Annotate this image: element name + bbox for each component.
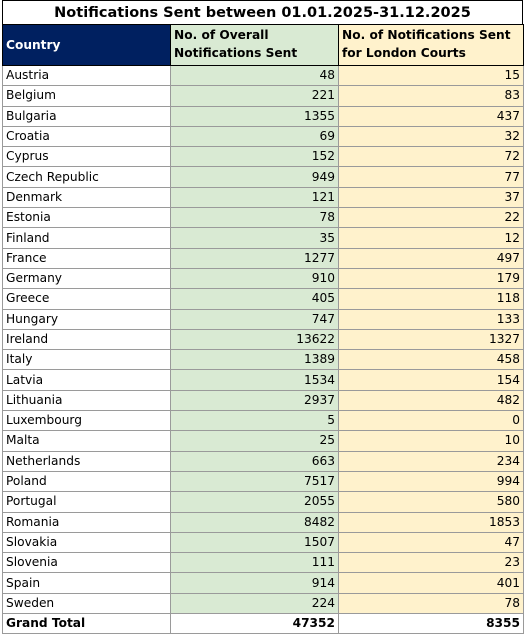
- country-cell: Czech Republic: [3, 167, 171, 187]
- table-row: [3, 268, 524, 288]
- country-cell: Luxembourg: [3, 411, 171, 431]
- overall-count-cell: 2055: [171, 492, 339, 512]
- header-row: [3, 25, 524, 66]
- overall-count-cell: 1507: [171, 532, 339, 552]
- table-row: [3, 431, 524, 451]
- table-row: [3, 553, 524, 573]
- table-row: [3, 106, 524, 126]
- overall-count-cell: 152: [171, 147, 339, 167]
- overall-count-cell: 1534: [171, 370, 339, 390]
- table-body: [3, 66, 524, 634]
- table-row: [3, 86, 524, 106]
- london-count-cell: 994: [339, 471, 524, 491]
- overall-count-cell: 2937: [171, 390, 339, 410]
- london-count-cell: 1327: [339, 329, 524, 349]
- london-count-cell: 12: [339, 228, 524, 248]
- table-row: [3, 126, 524, 146]
- notifications-table-container: [2, 0, 523, 634]
- country-cell: Bulgaria: [3, 106, 171, 126]
- country-cell: Croatia: [3, 126, 171, 146]
- overall-count-cell: 224: [171, 593, 339, 613]
- grand-total-label: Grand Total: [3, 614, 171, 634]
- country-cell: Estonia: [3, 208, 171, 228]
- header-country: Country: [3, 25, 171, 66]
- overall-count-cell: 910: [171, 268, 339, 288]
- country-cell: Italy: [3, 350, 171, 370]
- country-cell: Belgium: [3, 86, 171, 106]
- london-count-cell: 32: [339, 126, 524, 146]
- london-count-cell: 15: [339, 66, 524, 86]
- table-row: [3, 471, 524, 491]
- country-cell: Slovenia: [3, 553, 171, 573]
- country-cell: Finland: [3, 228, 171, 248]
- overall-count-cell: 1355: [171, 106, 339, 126]
- london-count-cell: 179: [339, 268, 524, 288]
- overall-count-cell: 949: [171, 167, 339, 187]
- country-cell: Germany: [3, 268, 171, 288]
- london-count-cell: 1853: [339, 512, 524, 532]
- overall-count-cell: 25: [171, 431, 339, 451]
- country-cell: Spain: [3, 573, 171, 593]
- london-count-cell: 154: [339, 370, 524, 390]
- table-row: [3, 532, 524, 552]
- table-row: [3, 370, 524, 390]
- table-row: [3, 208, 524, 228]
- grand-total-row: [3, 614, 524, 634]
- london-count-cell: 72: [339, 147, 524, 167]
- country-cell: Hungary: [3, 309, 171, 329]
- overall-count-cell: 405: [171, 289, 339, 309]
- overall-count-cell: 35: [171, 228, 339, 248]
- table-row: [3, 147, 524, 167]
- table-row: [3, 329, 524, 349]
- london-count-cell: 234: [339, 451, 524, 471]
- grand-total-london: 8355: [339, 614, 524, 634]
- overall-count-cell: 663: [171, 451, 339, 471]
- table-row: [3, 66, 524, 86]
- overall-count-cell: 1389: [171, 350, 339, 370]
- grand-total-overall: 47352: [171, 614, 339, 634]
- country-cell: Lithuania: [3, 390, 171, 410]
- table-row: [3, 593, 524, 613]
- table-row: [3, 228, 524, 248]
- country-cell: France: [3, 248, 171, 268]
- london-count-cell: 458: [339, 350, 524, 370]
- table-row: [3, 350, 524, 370]
- overall-count-cell: 1277: [171, 248, 339, 268]
- overall-count-cell: 78: [171, 208, 339, 228]
- london-count-cell: 118: [339, 289, 524, 309]
- country-cell: Slovakia: [3, 532, 171, 552]
- country-cell: Ireland: [3, 329, 171, 349]
- london-count-cell: 0: [339, 411, 524, 431]
- table-row: [3, 390, 524, 410]
- overall-count-cell: 747: [171, 309, 339, 329]
- table-row: [3, 309, 524, 329]
- london-count-cell: 482: [339, 390, 524, 410]
- country-cell: Austria: [3, 66, 171, 86]
- overall-count-cell: 121: [171, 187, 339, 207]
- country-cell: Denmark: [3, 187, 171, 207]
- table-row: [3, 187, 524, 207]
- london-count-cell: 497: [339, 248, 524, 268]
- country-cell: Latvia: [3, 370, 171, 390]
- notifications-table: [2, 24, 524, 634]
- country-cell: Portugal: [3, 492, 171, 512]
- table-row: [3, 492, 524, 512]
- london-count-cell: 133: [339, 309, 524, 329]
- london-count-cell: 37: [339, 187, 524, 207]
- country-cell: Sweden: [3, 593, 171, 613]
- london-count-cell: 83: [339, 86, 524, 106]
- london-count-cell: 437: [339, 106, 524, 126]
- table-row: [3, 289, 524, 309]
- table-row: [3, 411, 524, 431]
- overall-count-cell: 914: [171, 573, 339, 593]
- london-count-cell: 77: [339, 167, 524, 187]
- table-title: Notifications Sent between 01.01.2025-31.12.2025: [2, 0, 523, 24]
- table-row: [3, 248, 524, 268]
- overall-count-cell: 69: [171, 126, 339, 146]
- country-cell: Malta: [3, 431, 171, 451]
- table-row: [3, 451, 524, 471]
- london-count-cell: 22: [339, 208, 524, 228]
- header-london: No. of Notifications Sent for London Courts: [339, 25, 524, 66]
- overall-count-cell: 48: [171, 66, 339, 86]
- london-count-cell: 78: [339, 593, 524, 613]
- london-count-cell: 10: [339, 431, 524, 451]
- header-overall: No. of Overall Notifications Sent: [171, 25, 339, 66]
- country-cell: Romania: [3, 512, 171, 532]
- table-row: [3, 167, 524, 187]
- london-count-cell: 47: [339, 532, 524, 552]
- overall-count-cell: 5: [171, 411, 339, 431]
- country-cell: Cyprus: [3, 147, 171, 167]
- london-count-cell: 23: [339, 553, 524, 573]
- london-count-cell: 580: [339, 492, 524, 512]
- country-cell: Poland: [3, 471, 171, 491]
- overall-count-cell: 7517: [171, 471, 339, 491]
- overall-count-cell: 13622: [171, 329, 339, 349]
- table-row: [3, 573, 524, 593]
- country-cell: Greece: [3, 289, 171, 309]
- overall-count-cell: 111: [171, 553, 339, 573]
- overall-count-cell: 221: [171, 86, 339, 106]
- london-count-cell: 401: [339, 573, 524, 593]
- table-row: [3, 512, 524, 532]
- country-cell: Netherlands: [3, 451, 171, 471]
- overall-count-cell: 8482: [171, 512, 339, 532]
